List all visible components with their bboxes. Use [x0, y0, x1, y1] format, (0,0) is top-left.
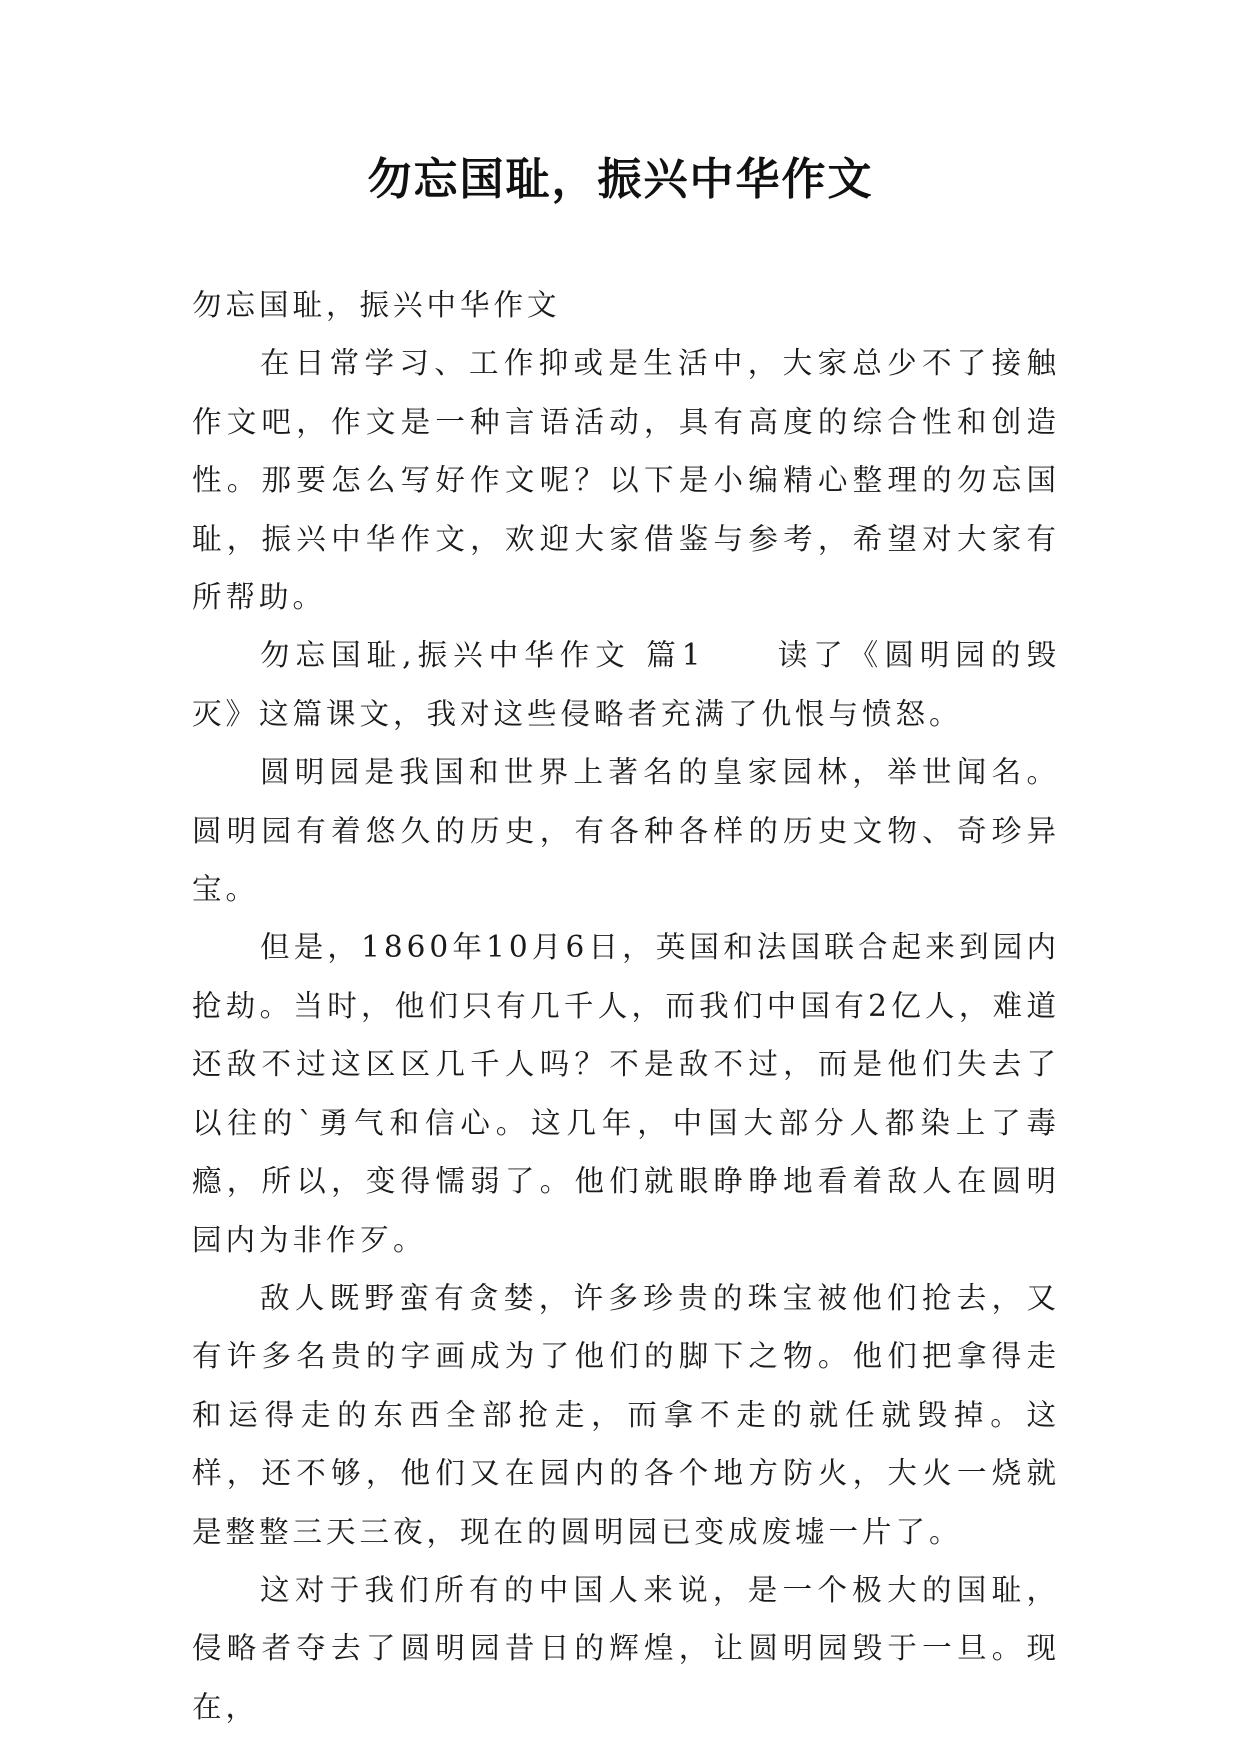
paragraph-1860-invasion: 但是，1860年10月6日，英国和法国联合起来到园内抢劫。当时，他们只有几千人，而我们中国有2亿人，难道还敌不过这区区几千人吗？不是敌不过，而是他们失去了以往的`勇气和信心。这几年，中国大部分人都染上了毒瘾，所以，变得懦弱了。他们就眼睁睁地看着敌人在圆明园内为非作歹。 — [192, 930, 1060, 1257]
document-body — [192, 276, 1060, 1736]
paragraph-garden-description: 圆明园是我国和世界上著名的皇家园林，举世闻名。圆明园有着悠久的历史，有各种各样的历史文物、奇珍异宝。 — [192, 755, 1060, 907]
paragraph-intro: 在日常学习、工作抑或是生活中，大家总少不了接触作文吧，作文是一种言语活动，具有高度的综合性和创造性。那要怎么写好作文呢？以下是小编精心整理的勿忘国耻，振兴中华作文，欢迎大家借鉴与参考，希望对大家有所帮助。 — [192, 346, 1060, 615]
paragraph-subtitle: 勿忘国耻，振兴中华作文 — [192, 288, 561, 322]
paragraph-national-humiliation: 这对于我们所有的中国人来说，是一个极大的国耻，侵略者夺去了圆明园昔日的辉煌，让圆明园毁于一旦。现在， — [192, 1572, 1060, 1724]
paragraph-looting: 敌人既野蛮有贪婪，许多珍贵的珠宝被他们抢去，又有许多名贵的字画成为了他们的脚下之物。他们把拿得走和运得走的东西全部抢走，而拿不走的就任就毁掉。这样，还不够，他们又在园内的各个地方防火，大火一烧就是整整三天三夜，现在的圆明园已变成废墟一片了。 — [192, 1280, 1060, 1549]
document-title: 勿忘国耻，振兴中华作文 — [367, 154, 874, 205]
paragraph-essay-1-opening: 勿忘国耻,振兴中华作文 篇1 读了《圆明园的毁灭》这篇课文，我对这些侵略者充满了仇恨与愤怒。 — [192, 638, 1060, 731]
